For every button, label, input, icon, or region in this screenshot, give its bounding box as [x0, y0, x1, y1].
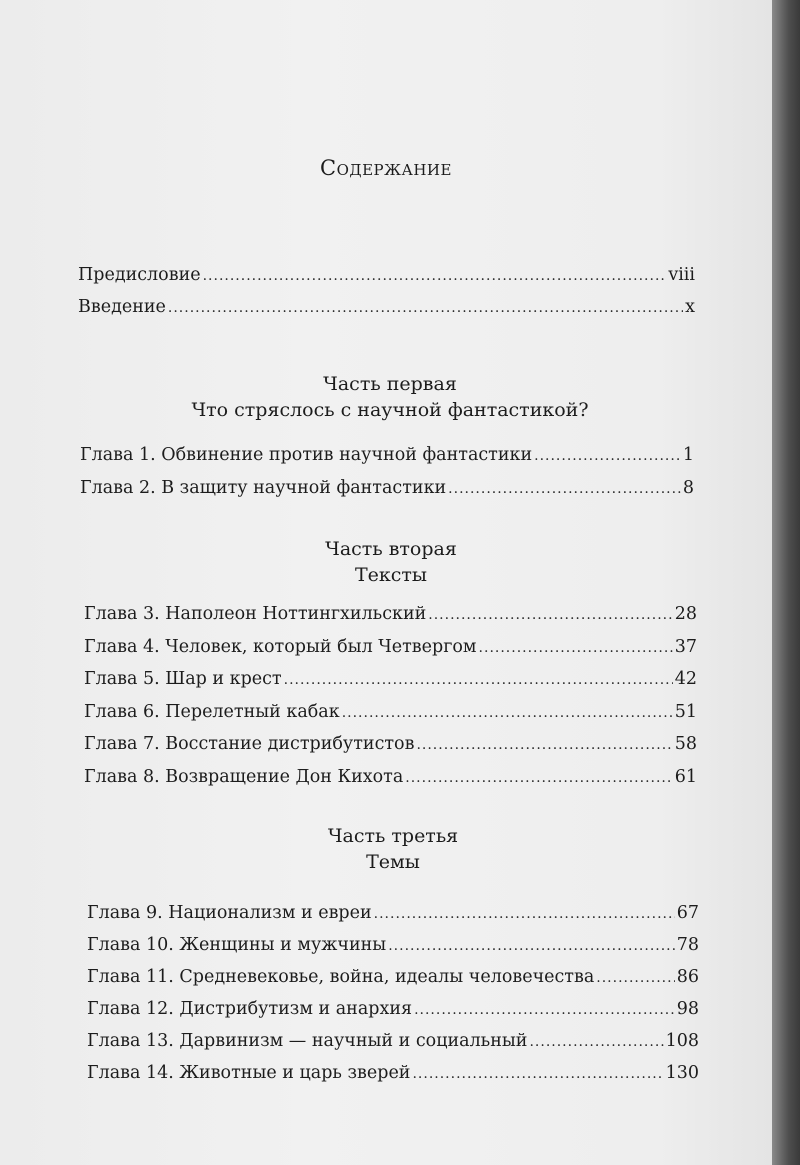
toc-entry-page: 1 [682, 445, 694, 465]
toc-entry-chapter-6 [84, 701, 697, 724]
dot-leader [412, 1063, 663, 1085]
toc-entry-page: 37 [674, 637, 697, 657]
toc-entry-page: 98 [676, 999, 699, 1019]
dot-leader [428, 604, 672, 626]
toc-entry-title: Глава 8. Возвращение Дон Кихота [84, 767, 404, 787]
toc-entry-title: Глава 12. Дистрибутизм и анархия [87, 999, 413, 1019]
dot-leader [203, 265, 667, 287]
dot-leader [596, 967, 674, 989]
toc-entry-chapter-4 [84, 636, 697, 659]
toc-entry-chapter-3 [84, 603, 697, 626]
part-title: Что стряслось с научной фантастикой? [191, 399, 589, 421]
toc-entry-page: viii [668, 265, 695, 285]
dot-leader [416, 734, 672, 756]
part-three-header [83, 823, 703, 875]
toc-entry-title: Предисловие [78, 265, 201, 285]
dot-leader [529, 1031, 663, 1053]
dot-leader [168, 297, 683, 319]
toc-entry-title: Глава 11. Средневековье, война, идеалы человечества [87, 967, 595, 987]
part-one-header [80, 371, 700, 423]
toc-entry-chapter-8 [84, 766, 697, 789]
toc-entry-title: Глава 4. Человек, который был Четвергом [84, 637, 477, 657]
toc-entry-title: Глава 5. Шар и крест [84, 669, 282, 689]
dot-leader [405, 767, 672, 789]
toc-entry-introduction [78, 296, 695, 319]
toc-entry-page: 78 [676, 935, 699, 955]
part-label: Часть первая [323, 373, 457, 395]
page-edge-shadow [772, 0, 800, 1165]
toc-entry-title: Введение [78, 297, 166, 317]
toc-entry-chapter-13 [87, 1030, 699, 1053]
dot-leader [448, 478, 681, 500]
toc-entry-title: Глава 3. Наполеон Ноттингхильский [84, 604, 427, 624]
part-label: Часть третья [327, 825, 459, 847]
dot-leader [414, 999, 675, 1021]
part-two-header [81, 536, 701, 588]
dot-leader [374, 903, 675, 925]
toc-entry-title: Глава 1. Обвинение против научной фантастики [80, 445, 533, 465]
toc-entry-page: 130 [665, 1063, 699, 1083]
toc-entry-chapter-1 [80, 444, 694, 467]
part-label: Часть вторая [325, 538, 457, 560]
toc-entry-page: 58 [674, 734, 697, 754]
toc-entry-page: 67 [676, 903, 699, 923]
toc-entry-chapter-11 [87, 966, 699, 989]
toc-entry-title: Глава 14. Животные и царь зверей [87, 1063, 411, 1083]
dot-leader [479, 637, 673, 659]
toc-entry-page: 61 [674, 767, 697, 787]
toc-entry-page: 86 [676, 967, 699, 987]
toc-entry-page: 51 [674, 702, 697, 722]
part-title: Тексты [354, 564, 428, 586]
dot-leader [388, 935, 675, 957]
toc-entry-page: 108 [665, 1031, 699, 1051]
part-title: Темы [366, 851, 420, 873]
dot-leader [534, 445, 681, 467]
toc-entry-title: Глава 7. Восстание дистрибутистов [84, 734, 415, 754]
toc-entry-chapter-2 [80, 477, 694, 500]
toc-entry-preface [78, 264, 695, 287]
toc-entry-title: Глава 9. Национализм и евреи [87, 903, 372, 923]
toc-entry-chapter-12 [87, 998, 699, 1021]
toc-entry-chapter-10 [87, 934, 699, 957]
toc-entry-chapter-5 [84, 668, 697, 691]
toc-entry-title: Глава 10. Женщины и мужчины [87, 935, 387, 955]
toc-entry-title: Глава 13. Дарвинизм — научный и социальный [87, 1031, 528, 1051]
toc-entry-chapter-9 [87, 902, 699, 925]
dot-leader [342, 702, 673, 724]
toc-entry-chapter-7 [84, 733, 697, 756]
dot-leader [284, 669, 673, 691]
toc-entry-page: 8 [682, 478, 694, 498]
toc-entry-title: Глава 6. Перелетный кабак [84, 702, 340, 722]
toc-entry-page: 42 [674, 669, 697, 689]
toc-entry-page: x [685, 297, 695, 317]
toc-entry-page: 28 [674, 604, 697, 624]
toc-entry-title: Глава 2. В защиту научной фантастики [80, 478, 447, 498]
toc-entry-chapter-14 [87, 1062, 699, 1085]
contents-heading: Содержание [320, 156, 452, 180]
